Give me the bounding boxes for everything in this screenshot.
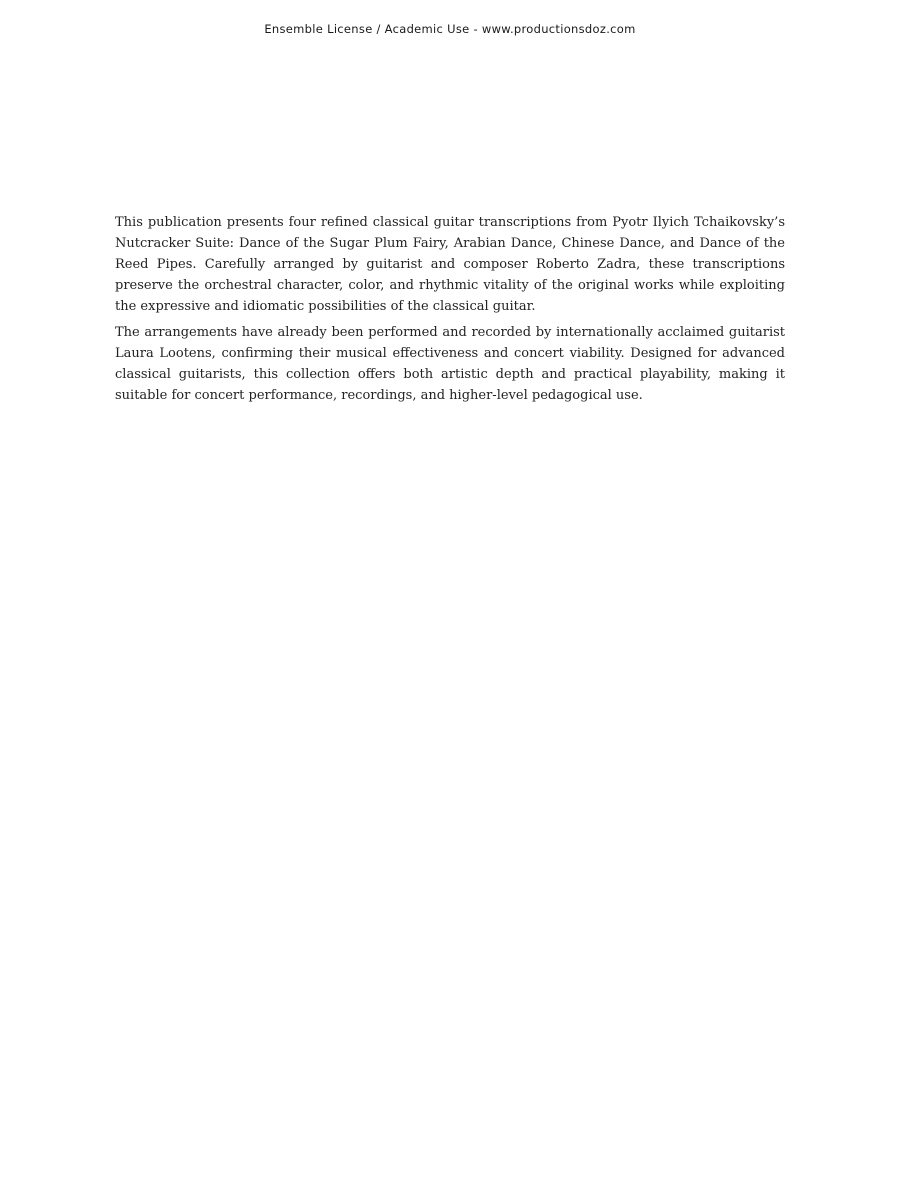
paragraph-performance: The arrangements have already been performed and recorded by internationally acclaimed guitarist Laura Lootens, confirming their musical effectiveness and concert viability. Designed for advanced classical guitarists, this collection offers both artistic depth and practical playability, making it suitable for concert performance, recordings, and higher-level pedagogical use. (115, 325, 785, 403)
paragraph-intro: This publication presents four refined classical guitar transcriptions from Pyotr Ilyich Tchaikovsky’s Nutcracker Suite: Dance of the Sugar Plum Fairy, Arabian Dance, Chinese Dance, and Dance of the Reed Pipes. Carefully arranged by guitarist and composer Roberto Zadra, these transcriptions preserve the orchestral character, color, and rhythmic vitality of the original works while exploiting the expressive and idiomatic possibilities of the classical guitar. (115, 215, 785, 314)
page-header: Ensemble License / Academic Use - www.productionsdoz.com (264, 22, 636, 36)
description-body (115, 212, 785, 411)
